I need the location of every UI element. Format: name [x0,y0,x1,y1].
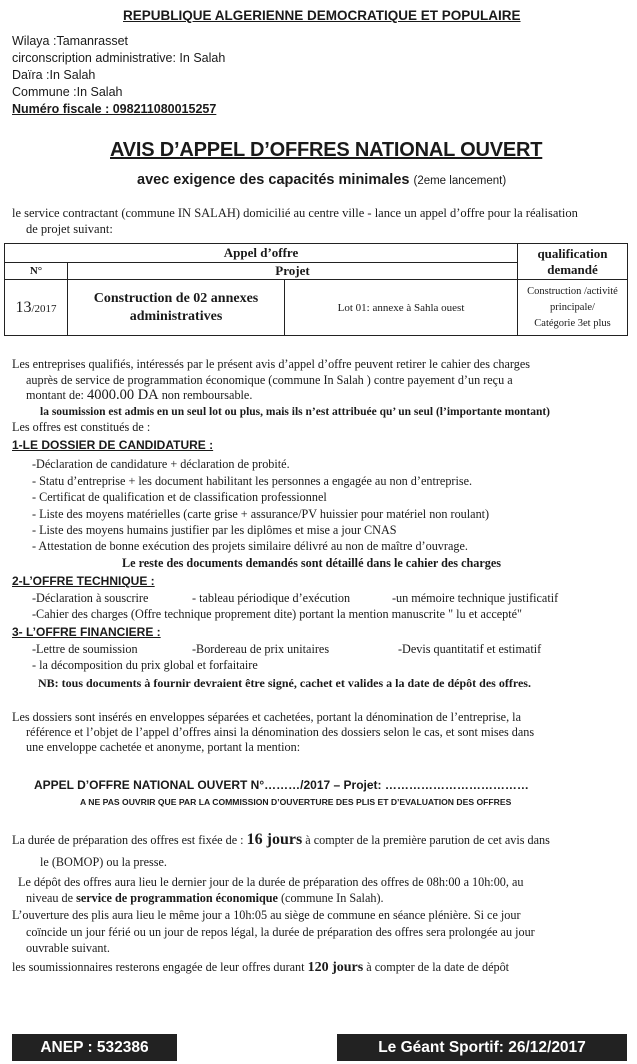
header-appel-offre: Appel d’offre [5,244,518,263]
s2-line-2: -Cahier des charges (Offre technique proprement dite) portant la mention manuscrite " lu et accepté" [32,607,523,621]
p1-line-4: la soumission est admis en un seul lot ou plus, mais ils n’est attribuée qu’ un seul (l’importante montant) [40,406,550,418]
notice-subtitle [137,172,506,188]
row-title-2: administratives [129,308,223,324]
s1-item-6: - Attestation de bonne exécution des projets similaire délivré au non de maître d’ouvrage. [32,539,468,553]
s3-item-a: -Lettre de soumission [32,642,138,656]
notice-title: AVIS D’APPEL D’OFFRES NATIONAL OUVERT [110,139,543,161]
s3-item-c: -Devis quantitatif et estimatif [398,642,542,656]
fiscal-number: Numéro fiscale : 098211080015257 [12,102,217,116]
circonscription-line: circonscription administrative: In Salah [12,51,226,65]
duration-line-1 [12,832,550,848]
row-qual-2: principale/ [550,301,595,313]
env-line-1: Les dossiers sont insérés en enveloppes séparées et cachetées, portant la dénomination de l’entreprise, la [12,710,521,724]
s1-item-2: - Statu d’entreprise + les document habilitant les personnes a engagée au non d’entreprise. [32,474,473,488]
price-value: 4000.00 DA [86,387,159,403]
intro-line-1: le service contractant (commune IN SALAH) domicilié au centre ville - lance un appel d’offre pour la réalisation [12,206,578,220]
deposit-level: niveau de [26,891,77,905]
s3-line-2: - la décomposition du prix global et forfaitaire [32,658,258,672]
section-1-title: 1-LE DOSSIER DE CANDIDATURE : [12,438,214,452]
subtitle-text: avec exigence des capacités minimales [137,172,410,188]
p1-line-3 [26,388,252,403]
s1-item-5: - Liste des moyens humains justifier par les diplômes et mise a jour CNAS [32,523,397,537]
launch-text: (2eme lancement) [413,175,507,187]
s3-item-b: -Bordereau de prix unitaires [192,642,330,656]
deposit-commune: (commune In Salah). [277,891,384,905]
row-qual-3: Catégorie 3et plus [534,317,611,329]
s1-note: Le reste des documents demandés sont détaillé dans le cahier des charges [122,556,502,570]
row-lot: Lot 01: annexe à Sahla ouest [285,280,518,336]
engagement-text: les soumissionnaires resterons engagée de leur offres durant [12,960,308,974]
engagement-rest: à compter de la date de dépôt [363,960,510,974]
duration-rest: à compter de la première parution de cet avis dans [302,833,550,847]
duration-value: 16 jours [246,831,303,848]
section-2-title: 2-L’OFFRE TECHNIQUE : [12,574,155,588]
journal-badge: Le Géant Sportif: 26/12/2017 [337,1034,627,1061]
qualif-line-1: qualification [537,245,608,261]
row-year: /2017 [31,302,57,315]
envelope-mention-sub: A NE PAS OUVRIR QUE PAR LA COMMISSION D’OUVERTURE DES PLIS ET D’EVALUATION DES OFFRES [80,797,512,807]
duration-label: La durée de préparation des offres est fixée de : [12,833,247,847]
opening-line-3: ouvrable suivant. [26,941,110,955]
engagement-line [12,960,509,975]
deposit-line-1: Le dépôt des offres aura lieu le dernier jour de la durée de préparation des offres de 08h:00 a 10h:00, au [18,875,524,889]
header-no: N° [5,263,68,280]
row-qualification [518,280,628,336]
intro-line-2: de projet suivant: [26,222,113,236]
nb-note: NB: tous documents à fournir devraient être signé, cachet et valides a la date de dépôt des offres. [38,676,531,690]
republic-heading: REPUBLIQUE ALGERIENNE DEMOCRATIQUE ET POPULAIRE [123,8,521,23]
wilaya-line: Wilaya :Tamanrasset [12,34,129,48]
qualif-line-2: demandé [547,261,598,277]
p1-line-2 [26,373,513,388]
row-number [5,280,68,336]
tender-table [4,243,628,336]
row-qual-1: Construction /activité [527,285,618,297]
daira-line: Daïra :In Salah [12,68,96,82]
opening-line-1: L’ouverture des plis aura lieu le même jour a 10h:05 au siège de commune en séance plénière. Si ce jour [12,908,521,922]
engagement-days: 120 jours [307,960,364,975]
envelope-mention: APPEL D’OFFRE NATIONAL OUVERT N°………/2017 – Projet: ……………………………… [34,778,529,792]
anep-badge: ANEP : 532386 [12,1034,177,1061]
s2-item-b: - tableau périodique d’exécution [192,591,351,605]
price-label: montant de: [26,388,87,402]
s2-item-c: -un mémoire technique justificatif [392,591,559,605]
row-title-1: Construction de 02 annexes [93,290,259,306]
p1-line-5: Les offres est constitués de : [12,420,151,434]
opening-line-2: coïncide un jour férié ou un jour de repos légal, la durée de préparation des offres sera prolongée au jour [26,925,535,939]
price-note: non remboursable. [158,388,253,402]
section-3-title: 3- L’OFFRE FINANCIERE : [12,625,161,639]
s1-item-3: - Certificat de qualification et de classification professionnel [32,490,327,504]
deposit-line-2 [26,891,384,906]
p1-line-2-text: auprès de service de programmation économique (commune In Salah ) contre payement d’un reçu a [26,373,513,387]
row-no-value: 13 [15,298,32,316]
duration-line-2: le (BOMOP) ou la presse. [40,855,167,869]
p1-line-1: Les entreprises qualifiés, intéressés par le présent avis d’appel d’offre peuvent retirer le cahier des charges [12,357,530,371]
commune-line: Commune :In Salah [12,85,123,99]
deposit-service: service de programmation économique [76,891,278,905]
env-line-3: une enveloppe cachetée et anonyme, portant la mention: [26,740,301,754]
s1-item-4: - Liste des moyens matérielles (carte grise + assurance/PV huissier pour matériel non roulant) [32,507,490,521]
env-line-2: référence et l’objet de l’appel d’offres ainsi la dénomination des dossiers selon le cas, et sont mises dans [26,725,535,739]
header-projet: Projet [68,263,518,280]
s2-item-a: -Déclaration à souscrire [32,591,149,605]
row-project-title [68,280,285,336]
s1-item-1: -Déclaration de candidature + déclaration de probité. [32,457,290,471]
header-qualification [518,244,628,280]
